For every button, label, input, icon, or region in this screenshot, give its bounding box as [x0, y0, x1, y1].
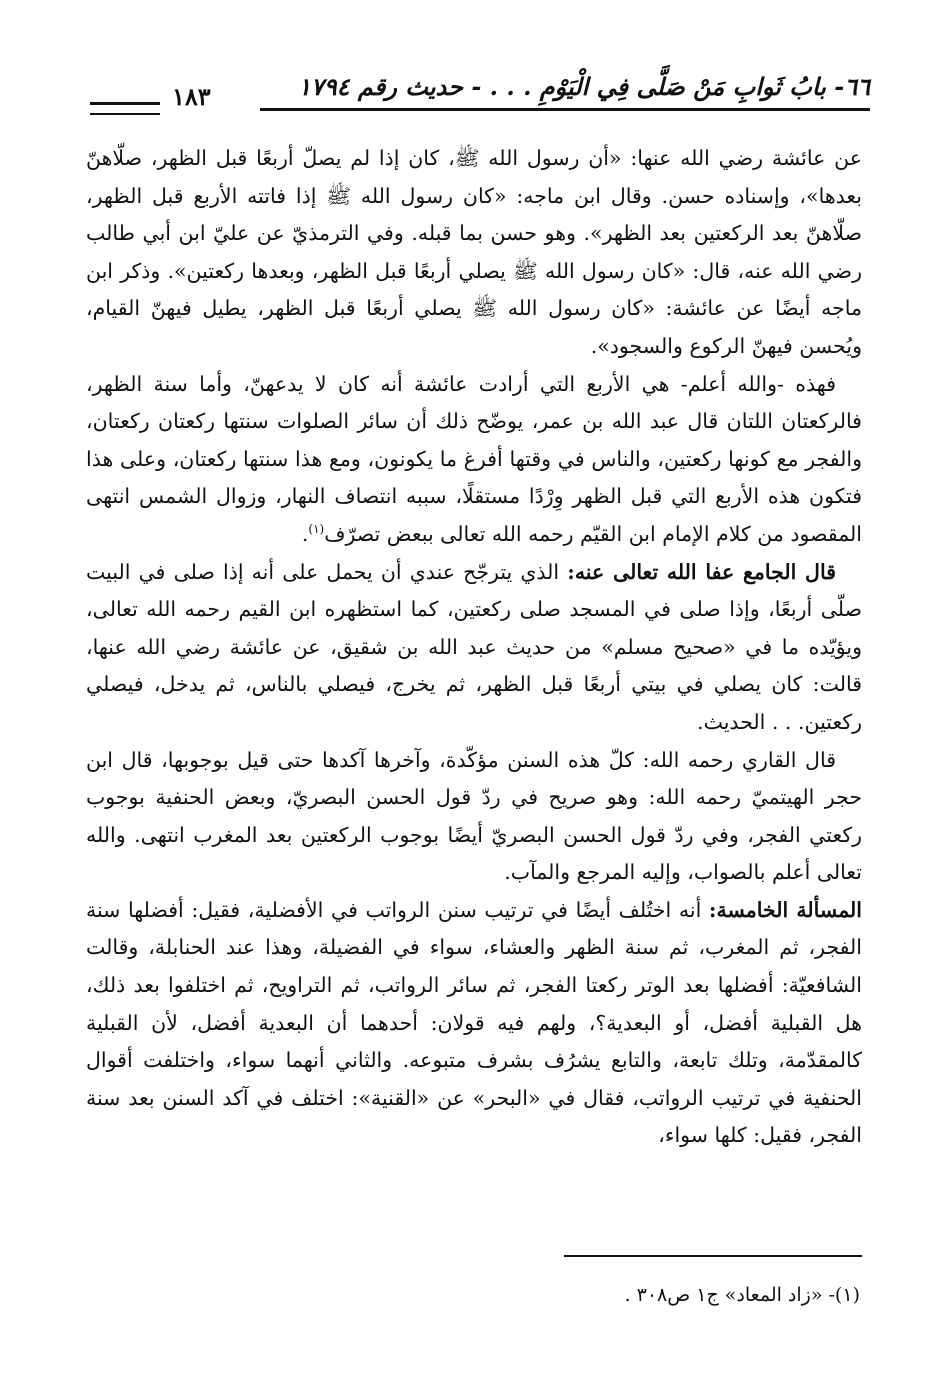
paragraph-1: عن عائشة رضي الله عنها: «أن رسول الله ﷺ، كان إذا لم يصلّ أربعًا قبل الظهر، صلّاهنّ بعدها»، وإسناده حسن. وقال ابن ماجه: «كان رسول الله ﷺ إذا فاتته الأربع قبل الظهر، صلّاهنّ بعد الركعتين بعد الظهر». وهو حسن بما قبله. وفي الترمذيّ عن عليّ ابن أبي طالب رضي الله عنه، قال: «كان رسول الله ﷺ يصلي أربعًا قبل الظهر، وبعدها ركعتين». وذكر ابن ماجه أيضًا عن عائشة: «كان رسول الله ﷺ يصلي أربعًا قبل الظهر، يطيل فيهنّ القيام، ويُحسن فيهنّ الركوع والسجود». [86, 146, 862, 358]
paragraph-4: قال القاري رحمه الله: كلّ هذه السنن مؤكّدة، وآخرها آكدها حتى قيل بوجوبها، قال ابن حجر الهيتميّ رحمه الله: وهو صريح في ردّ قول الحسن البصريّ، وبعض الحنفية بوجوب ركعتي الفجر، وفي ردّ قول الحسن البصريّ أيضًا بوجوب الركعتين بعد المغرب انتهى. والله تعالى أعلم بالصواب، وإليه المرجع والمآب. [86, 747, 862, 885]
body-text [86, 140, 862, 1155]
section-lead: قال الجامع عفا الله تعالى عنه: [567, 559, 836, 584]
footnote: (١)- «زاد المعاد» ج١ ص٣٠٨ . [624, 1284, 860, 1306]
header-rule [260, 108, 870, 111]
chapter-title: ٦٦- بابُ ثَوابِ مَنْ صَلَّى فِي الْيَوْمِ . . . - حديث رقم ١٧٩٤ [297, 72, 870, 101]
footnote-separator [564, 1255, 862, 1257]
paragraph-3: قال الجامع عفا الله تعالى عنه: الذي يترجّح عندي أن يحمل على أنه إذا صلى في البيت صلّى أربعًا، وإذا صلى في المسجد صلى ركعتين، كما استظهره ابن القيم رحمه الله تعالى، ويؤيّده ما في «صحيح مسلم» من حديث عبد الله بن شقيق، عن عائشة رضي الله عنها، قالت: كان يصلي في بيتي أربعًا قبل الظهر، ثم يخرج، فيصلي بالناس، ثم يدخل، فيصلي ركعتين. . . الحديث. [86, 559, 862, 734]
paragraph-5: المسألة الخامسة: أنه اختُلف أيضًا في ترتيب سنن الرواتب في الأفضلية، فقيل: أفضلها سنة الفجر، ثم المغرب، ثم سنة الظهر والعشاء، سواء في الفضيلة، وهذا عند الحنابلة، وقالت الشافعيّة: أفضلها بعد الوتر ركعتا الفجر، ثم سائر الرواتب، ثم التراويح، ثم اختلفوا بعد ذلك، هل القبلية أفضل، أو البعدية؟، ولهم فيه قولان: أحدهما أن البعدية أفضل، لأن القبلية كالمقدّمة، وتلك تابعة، والتابع يشرُف بشرف متبوعه. والثاني أنهما سواء، واختلفت أقوال الحنفية في ترتيب الرواتب، فقال في «البحر» عن «القنية»: اختلف في آكد السنن بعد سنة الفجر، فقيل: كلها سواء، [86, 897, 862, 1148]
running-header [90, 68, 870, 120]
footnote-ref: (١) [308, 522, 325, 537]
page-number: ١٨٣ [172, 82, 211, 111]
section-lead: المسألة الخامسة: [708, 897, 862, 922]
paragraph-2: فهذه -والله أعلم- هي الأربع التي أرادت عائشة أنه كان لا يدعهنّ، وأما سنة الظهر، فالركعتان اللتان قال عبد الله بن عمر، يوضّح ذلك أن سائر الصلوات سنتها ركعتان ركعتان، والفجر مع كونها ركعتين، والناس في وقتها أفرغ ما يكونون، ومع هذا سنتها ركعتان، وعلى هذا فتكون هذه الأربع التي قبل الظهر وِرْدًا مستقلًا، سببه انتصاف النهار، وزوال الشمس انتهى المقصود من كلام الإمام ابن القيّم رحمه الله تعالى ببعض تصرّف$^{(١)}$. [86, 371, 862, 546]
header-double-rule [90, 102, 160, 115]
